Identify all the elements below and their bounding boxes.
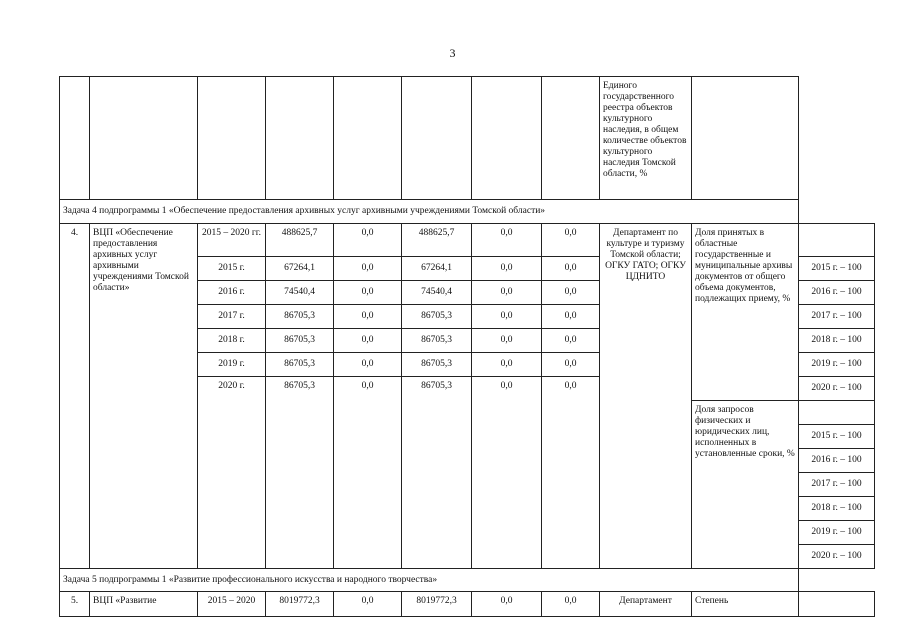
value-cell: 8019772,3 (266, 592, 334, 617)
indicator-value: 2018 г. – 100 (799, 329, 875, 353)
cell-empty (799, 592, 875, 617)
value-cell: 488625,7 (402, 224, 472, 257)
program-table (59, 76, 875, 617)
value-cell: 86705,3 (266, 329, 334, 353)
cell-empty (692, 77, 799, 200)
value-cell: 67264,1 (402, 257, 472, 281)
value-cell: 8019772,3 (402, 592, 472, 617)
cell-empty (60, 77, 90, 200)
table-row (60, 592, 875, 617)
indicator-2-text: Доля запросов физических и юридических лиц, исполненных в установленные сроки, % (692, 401, 799, 569)
value-cell: 0,0 (472, 281, 542, 305)
value-cell: 86705,3 (402, 305, 472, 329)
value-cell: 488625,7 (266, 224, 334, 257)
indicator-value: 2019 г. – 100 (799, 353, 875, 377)
task-4-title: Задача 4 подпрограммы 1 «Обеспечение предоставления архивных услуг архивными учреждениями Томской области» (60, 200, 799, 224)
cell-empty (402, 77, 472, 200)
value-cell: 0,0 (334, 377, 402, 569)
value-cell: 0,0 (542, 377, 600, 569)
value-cell: 0,0 (472, 377, 542, 569)
value-cell: 0,0 (334, 329, 402, 353)
value-cell: 0,0 (334, 305, 402, 329)
value-cell: 0,0 (334, 353, 402, 377)
indicator-text: Единого государственного реестра объектов культурного наследия, в общем количестве объектов культурного наследия Томской области, % (600, 77, 692, 200)
program-name: ВЦП «Обеспечение предоставления архивных услуг архивными учреждениями Томской области» (90, 224, 198, 569)
period-cell: 2019 г. (198, 353, 266, 377)
value-cell: 0,0 (334, 257, 402, 281)
value-cell: 0,0 (542, 592, 600, 617)
indicator-value: 2016 г. – 100 (799, 449, 875, 473)
page-number: 3 (449, 46, 456, 60)
value-cell: 86705,3 (402, 377, 472, 569)
value-cell: 67264,1 (266, 257, 334, 281)
value-cell: 0,0 (334, 592, 402, 617)
value-cell: 86705,3 (402, 353, 472, 377)
row-number: 5. (60, 592, 90, 617)
period-cell: 2015 – 2020 гг. (198, 224, 266, 257)
value-cell: 0,0 (542, 257, 600, 281)
value-cell: 0,0 (472, 329, 542, 353)
indicator-value: 2015 г. – 100 (799, 425, 875, 449)
value-cell: 0,0 (542, 305, 600, 329)
cell-empty (266, 77, 334, 200)
indicator-value: 2016 г. – 100 (799, 281, 875, 305)
value-cell: 0,0 (542, 281, 600, 305)
value-cell: 86705,3 (266, 353, 334, 377)
period-cell: 2016 г. (198, 281, 266, 305)
executor-cell: Департамент по культуре и туризму Томской области; ОГКУ ГАТО; ОГКУ ЦДНИТО (600, 224, 692, 569)
indicator-value: 2017 г. – 100 (799, 473, 875, 497)
indicator-value: 2015 г. – 100 (799, 257, 875, 281)
program-name: ВЦП «Развитие (90, 592, 198, 617)
value-cell: 86705,3 (266, 377, 334, 569)
value-cell: 0,0 (334, 281, 402, 305)
value-cell: 0,0 (472, 592, 542, 617)
task-header-row (60, 569, 875, 592)
cell-empty (799, 224, 875, 257)
cell-empty (799, 401, 875, 425)
value-cell: 0,0 (472, 257, 542, 281)
period-cell: 2015 г. (198, 257, 266, 281)
value-cell: 0,0 (542, 329, 600, 353)
executor-cell: Департамент (600, 592, 692, 617)
value-cell: 74540,4 (402, 281, 472, 305)
cell-empty (198, 77, 266, 200)
indicator-value: 2020 г. – 100 (799, 545, 875, 569)
cell-empty (542, 77, 600, 200)
indicator-1-text: Доля принятых в областные государственные и муниципальные архивы документов от общего объема документов, подлежащих приему, % (692, 224, 799, 401)
value-cell: 0,0 (542, 224, 600, 257)
value-cell: 0,0 (542, 353, 600, 377)
period-cell: 2020 г. (198, 377, 266, 569)
task-header-row (60, 200, 875, 224)
cell-empty (334, 77, 402, 200)
value-cell: 86705,3 (266, 305, 334, 329)
indicator-text: Степень (692, 592, 799, 617)
value-cell: 0,0 (472, 353, 542, 377)
value-cell: 74540,4 (266, 281, 334, 305)
value-cell: 0,0 (334, 224, 402, 257)
indicator-value: 2017 г. – 100 (799, 305, 875, 329)
continuation-row (60, 77, 875, 200)
table-row (60, 224, 875, 257)
period-cell: 2017 г. (198, 305, 266, 329)
row-number: 4. (60, 224, 90, 569)
value-cell: 0,0 (472, 224, 542, 257)
value-cell: 0,0 (472, 305, 542, 329)
indicator-value: 2018 г. – 100 (799, 497, 875, 521)
indicator-value: 2020 г. – 100 (799, 377, 875, 401)
period-cell: 2018 г. (198, 329, 266, 353)
cell-empty (472, 77, 542, 200)
indicator-value: 2019 г. – 100 (799, 521, 875, 545)
cell-empty (90, 77, 198, 200)
task-5-title: Задача 5 подпрограммы 1 «Развитие профессионального искусства и народного творчества» (60, 569, 799, 592)
period-cell: 2015 – 2020 (198, 592, 266, 617)
value-cell: 86705,3 (402, 329, 472, 353)
